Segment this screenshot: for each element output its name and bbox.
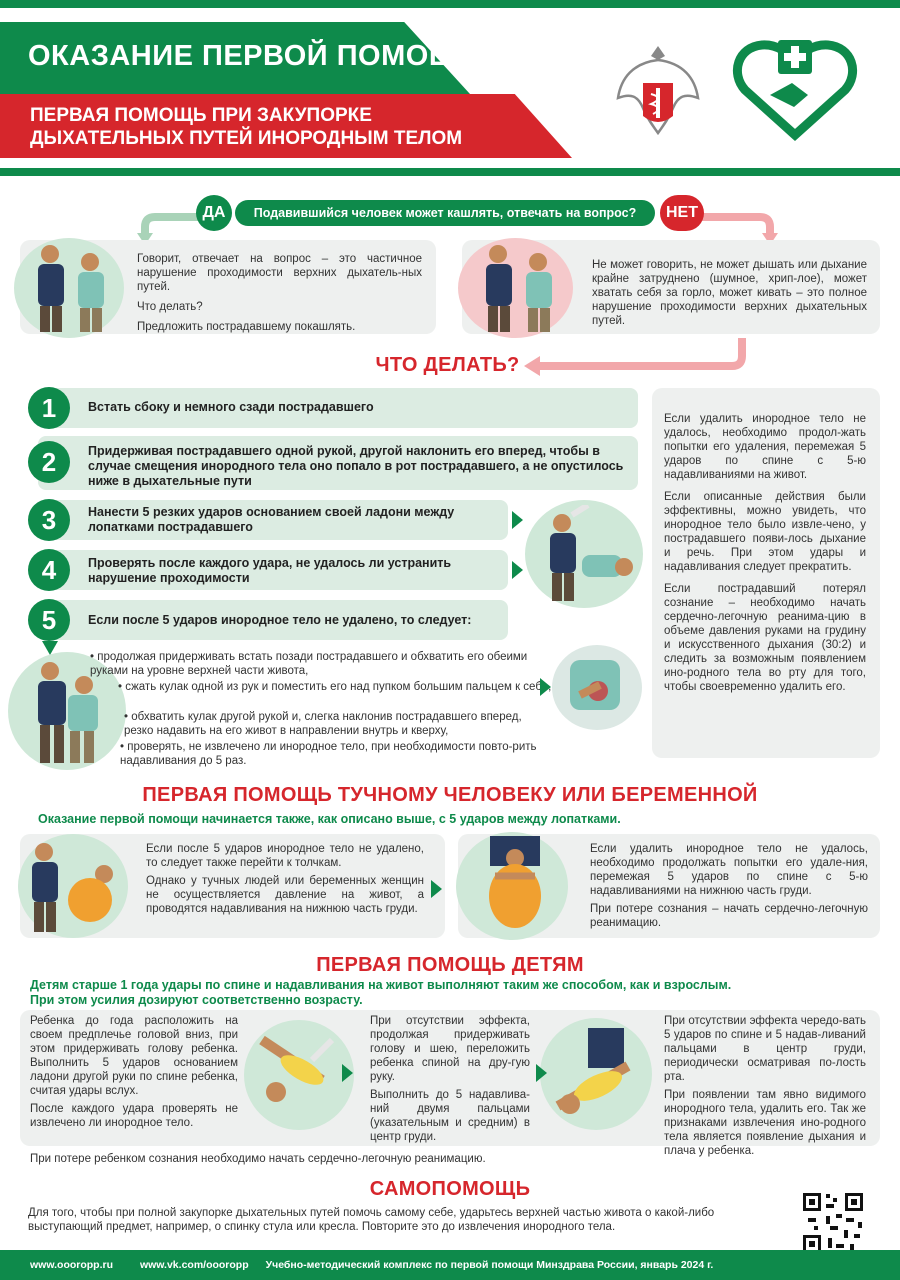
children-col-3 [664, 1014, 866, 1158]
children-pointer-2-icon [536, 1064, 547, 1082]
footer-note: Учебно-методический комплекс по первой помощи Минздрава России, январь 2024 г. [265, 1259, 714, 1271]
no-arrow-icon [700, 205, 780, 245]
obese-right-paragraph-2: При потере сознания – начать сердечно-легочную реанимацию. [590, 903, 868, 929]
step-3-number: 3 [28, 499, 70, 541]
step-5-text: Если после 5 ударов инородное тело не удалено, то следует: [88, 613, 472, 627]
children-col-2-paragraph-2: Выполнить до 5 надавлива-ний двумя пальцами (указательным и средним) в центр груди. [370, 1089, 530, 1143]
choking-person-illustration-icon [470, 240, 570, 335]
step-5-bullet-3: • обхватить кулак другой рукой и, слегка наклонив пострадавшего вперед, резко надавить на его живот в направлении внутрь и кверху, [124, 711, 522, 737]
yes-badge: ДА [196, 195, 232, 231]
page-title: ОКАЗАНИЕ ПЕРВОЙ ПОМОЩИ [28, 40, 481, 72]
step-4-number: 4 [28, 549, 70, 591]
subtitle-line-1: ПЕРВАЯ ПОМОЩЬ ПРИ ЗАКУПОРКЕ [30, 105, 372, 126]
no-badge: НЕТ [660, 195, 704, 231]
two-people-illustration-icon [22, 240, 122, 335]
obese-left-text [146, 842, 424, 916]
obese-figure-icon [24, 838, 124, 936]
what-to-do-arrow-icon [520, 338, 750, 378]
children-col-1-paragraph-1: Ребенка до года расположить на своем предплечье головой вниз, при этом придерживать голову ребенка. Выполнить 5 ударов основанием ладони другой руки по спине ребенка, считая удары вслух. [30, 1015, 238, 1097]
self-help-title: САМОПОМОЩЬ [369, 1178, 531, 1200]
children-col-1-paragraph-2: После каждого удара проверять не извлечено ли инородное тело. [30, 1103, 238, 1129]
side-panel-paragraph-2: Если описанные действия были эффективны, можно увидеть, что инородное тело было извле-чено, у пострадавшего появи-лось дыхание и речь. При этом удары и надавливания следует прекратить. [664, 491, 866, 573]
heart-cross-logo-icon [730, 35, 860, 145]
yes-card-advice: Предложить пострадавшему покашлять. [137, 321, 356, 333]
obese-left-paragraph-1: Если после 5 ударов инородное тело не удалено, то следует также перейти к толчкам. [146, 843, 424, 869]
footer-vk-link[interactable]: www.vk.com/oooropp [139, 1259, 249, 1271]
yes-card-question: Что делать? [137, 301, 203, 313]
qr-code-icon[interactable] [800, 1190, 866, 1256]
children-intro-line-2: При этом усилия дозируют соответственно возрасту. [30, 993, 363, 1007]
infant-back-blows-figure-icon [252, 1030, 348, 1122]
step-5-number: 5 [28, 599, 70, 641]
step-1-number: 1 [28, 387, 70, 429]
yes-card-paragraph: Говорит, отвечает на вопрос – это частичное нарушение проходимости верхних дыхатель-ных путей. [137, 253, 422, 293]
step-3-text: Нанести 5 резких ударов основанием своей ладони между лопатками пострадавшего [88, 505, 455, 534]
children-col-2 [370, 1014, 530, 1144]
subtitle-line-2: ДЫХАТЕЛЬНЫХ ПУТЕЙ ИНОРОДНЫМ ТЕЛОМ [30, 128, 463, 149]
obese-right-text [590, 842, 868, 930]
step-2-number: 2 [28, 441, 70, 483]
children-col-2-paragraph-1: При отсутствии эффекта, продолжая придерживать голову и шею, переложить ребенка спиной на дру-гую руку. [370, 1015, 530, 1083]
children-col-3-paragraph-2: При появлении там явно видимого инородного тела, удалить его. Так же признаками извлечения ино-родного тела является появление дыхания и плача у ребенка. [664, 1089, 866, 1157]
step-5-bullet-1: • продолжая придерживать встать позади пострадавшего и обхватить его обеими руками на уровне верхней части живота, [90, 651, 528, 677]
children-col-1 [30, 1014, 238, 1130]
step-1-text: Встать сбоку и немного сзади пострадавшего [88, 400, 374, 414]
side-panel-text [664, 412, 866, 694]
footer-site-link[interactable]: www.oooropp.ru [30, 1259, 114, 1271]
pregnant-figure-icon [470, 836, 560, 936]
ministry-emblem-icon [613, 38, 703, 143]
obese-section-title: ПЕРВАЯ ПОМОЩЬ ТУЧНОМУ ЧЕЛОВЕКУ ИЛИ БЕРЕМЕННОЙ [142, 784, 758, 806]
children-col-3-paragraph-1: При отсутствии эффекта чередо-вать 5 ударов по спине и 5 надав-ливаний пальцами в центр груди, периодически осматривая по-лость рта. [664, 1015, 866, 1083]
children-pointer-1-icon [342, 1064, 353, 1082]
fist-placement-figure-icon [560, 655, 635, 720]
yes-card-text [137, 252, 422, 334]
step-3-pointer-icon [512, 511, 523, 529]
obese-right-paragraph-1: Если удалить инородное тело не удалось, необходимо продолжать попытки его удале-ния, перемежая 5 ударов по спине с 5-ю надавливаниями на нижнюю часть груди. [590, 843, 868, 897]
no-card-text: Не может говорить, не может дышать или дыхание крайне затруднено (шумное, хрип-лое), может хватать себя за горло, может кивать – это полное нарушение проходимости верхних дыхательных путей. [592, 259, 867, 327]
children-intro-line-1: Детям старше 1 года удары по спине и надавливания на живот выполняют таким же способом, как и взрослым. [30, 978, 732, 992]
step-5-bullet-4: • проверять, не извлечено ли инородное тело, при необходимости повто-рить надавливания до 5 раз. [120, 741, 537, 767]
side-panel-paragraph-3: Если пострадавший потерял сознание – необходимо начать сердечно-легочную реанима-цию в объеме давления руками на грудину и искусственного дыхания (30:2) и следить за возможным появлением ино-родного тела во рту для того, чтобы своевременно удалить его. [664, 583, 866, 693]
back-blows-figure-icon [532, 505, 638, 605]
step-4-text: Проверять после каждого удара, не удалось ли устранить нарушение проходимости [88, 556, 452, 585]
side-panel-paragraph-1: Если удалить инородное тело не удалось, необходимо продол-жать попытки его удаления, перемежая 5 ударов по спине с 5-ю надавливаниями на живот. [664, 413, 866, 481]
children-bottom-note: При потере ребенком сознания необходимо начать сердечно-легочную реанимацию. [30, 1153, 486, 1165]
obese-left-paragraph-2: Однако у тучных людей или беременных женщин не осуществляется давление на живот, а проводятся надавливания на нижнюю часть груди. [146, 875, 424, 915]
step-2-text: Придерживая пострадавшего одной рукой, другой наклонить его вперед, чтобы в случае смещения инородного тела оно попало в рот пострадавшего, а не опустилось ниже в дыхательные пути [88, 444, 624, 488]
obese-intro: Оказание первой помощи начинается также, как описано выше, с 5 ударов между лопатками. [38, 812, 621, 826]
children-section-title: ПЕРВАЯ ПОМОЩЬ ДЕТЯМ [316, 954, 584, 976]
question-text: Подавившийся человек может кашлять, отвечать на вопрос? [235, 200, 655, 226]
footer-content [30, 1259, 713, 1271]
infant-chest-thrust-figure-icon [548, 1026, 644, 1122]
children-intro [30, 978, 880, 1008]
step-4-pointer-icon [512, 561, 523, 579]
step-5-pointer-icon [540, 678, 551, 696]
self-help-text: Для того, чтобы при полной закупорке дыхательных путей помочь самому себе, ударьтесь верхней частью живота о какой-либо выступающий предмет, например, о спинку стула или кресла. Повторите это до извлечения инородного тела. [28, 1207, 715, 1233]
step-5-bullet-2: • сжать кулак одной из рук и поместить его над пупком большим пальцем к себе, [118, 681, 552, 693]
obese-pointer-icon [431, 880, 442, 898]
what-to-do-title: ЧТО ДЕЛАТЬ? [375, 354, 520, 376]
page-subtitle [30, 104, 462, 150]
